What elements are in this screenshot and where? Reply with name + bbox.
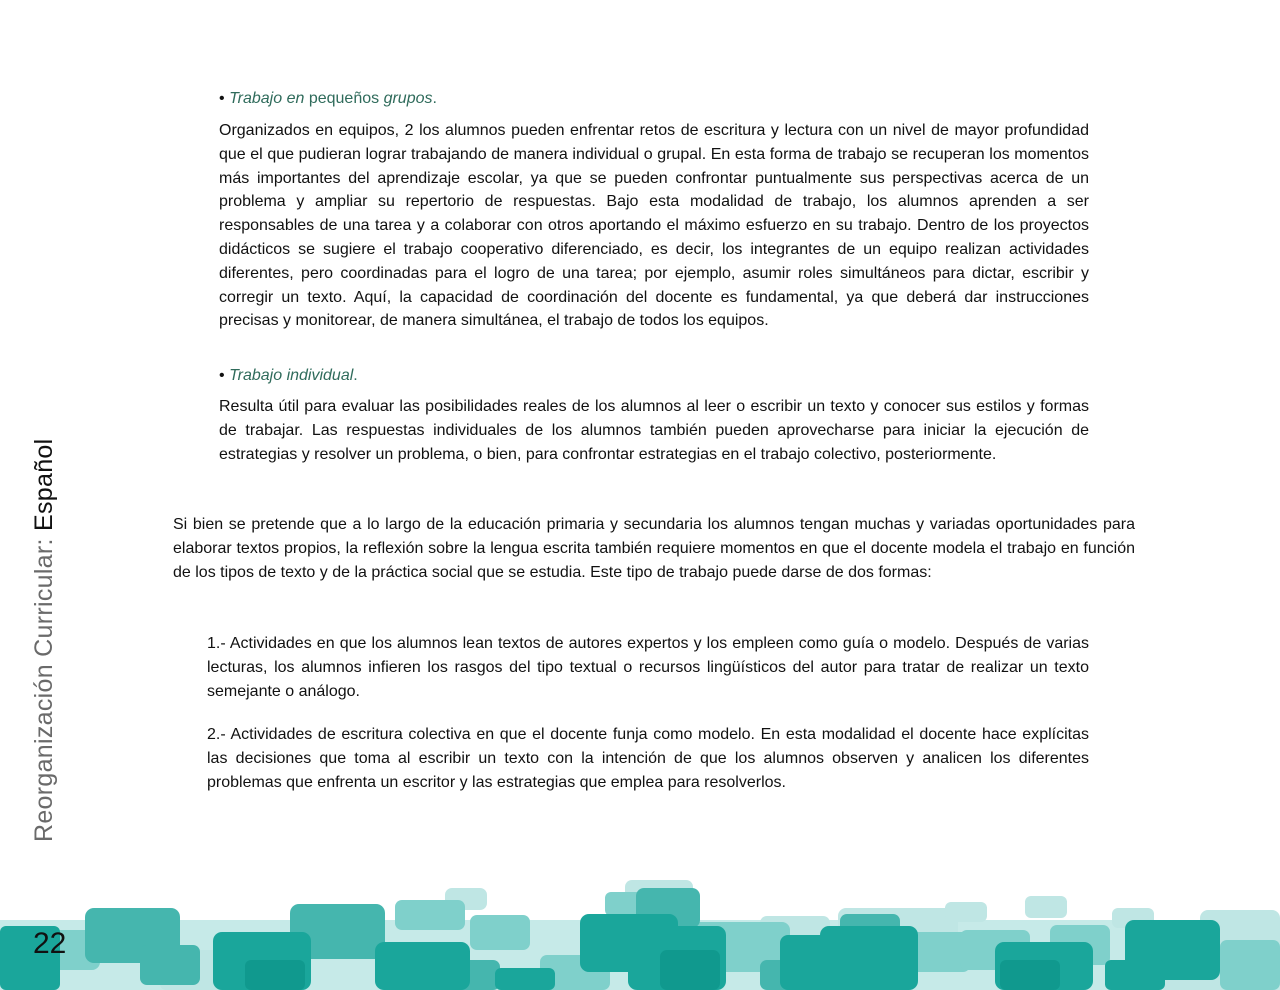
page-number: 22 — [33, 927, 67, 960]
bullet-icon: • — [219, 367, 225, 384]
heading-period: . — [432, 90, 437, 107]
small-groups-paragraph-block — [219, 119, 1089, 333]
section-individual — [219, 365, 1089, 387]
list-item-text: 1.- Actividades en que los alumnos lean textos de autores expertos y los empleen como guía o modelo. Después de varias lecturas, los alumnos infieren los rasgos del tipo textual o recursos lingüísticos del autor para tratar de realizar un texto semejante o análogo. — [207, 635, 1089, 700]
small-groups-heading — [219, 88, 1089, 110]
bullet-icon: • — [219, 90, 225, 107]
heading-italic-part: Trabajo en — [229, 90, 305, 107]
sidebar-title-strong: Español — [30, 438, 58, 531]
individual-heading — [219, 365, 1089, 387]
section-small-groups — [219, 88, 1089, 110]
main-paragraph-block — [173, 513, 1135, 584]
sidebar-title-light: Reorganización Curricular: — [30, 538, 58, 842]
small-groups-paragraph: Organizados en equipos, 2 los alumnos pueden enfrentar retos de escritura y lectura con un nivel de mayor profundidad que el que pudieran lograr trabajando de manera individual o grupal. En esta forma de trabajo se recuperan los momentos más importantes del aprendizaje escolar, ya que se pueden confrontar puntualmente sus perspectivas acerca de un problema y ampliar su repertorio de respuestas. Bajo esta modalidad de trabajo, los alumnos aprenden a ser responsables de una tarea y a colaborar con otros aportando el máximo esfuerzo en su trabajo. Dentro de los proyectos didácticos se sugiere el trabajo cooperativo diferenciado, es decir, los integrantes de un equipo realizan actividades diferentes, pero coordinadas para el logro de una tarea; por ejemplo, asumir roles simultáneos para dictar, escribir y corregir un texto. Aquí, la capacidad de coordinación del docente es fundamental, ya que deberá dar instrucciones precisas y monitorear, de manera simultánea, el trabajo de todos los equipos. — [219, 122, 1089, 330]
list-item-1 — [207, 632, 1089, 703]
individual-paragraph: Resulta útil para evaluar las posibilidades reales de los alumnos al leer o escribir un texto y conocer sus estilos y formas de trabajar. Las respuestas individuales de los alumnos también pueden aprovecharse para iniciar la ejecución de estrategias y resolver un problema, o bien, para confrontar estrategias en el trabajo colectivo, posteriormente. — [219, 398, 1089, 463]
list-item-2 — [207, 723, 1089, 794]
heading-plain-part: pequeños — [304, 90, 384, 107]
sidebar-title — [30, 439, 59, 842]
individual-paragraph-block — [219, 395, 1089, 466]
individual-heading-text: Trabajo individual — [229, 367, 354, 384]
heading-period: . — [353, 367, 358, 384]
list-item-text: 2.- Actividades de escritura colectiva en que el docente funja como modelo. En esta modalidad el docente hace explícitas las decisiones que toma al escribir un texto con la intención de que los alumnos observen y analicen los diferentes problemas que enfrenta un escritor y las estrategias que emplea para resolverlos. — [207, 726, 1089, 791]
decorative-footer-graphic — [0, 860, 1280, 990]
main-paragraph: Si bien se pretende que a lo largo de la educación primaria y secundaria los alumnos tengan muchas y variadas oportunidades para elaborar textos propios, la reflexión sobre la lengua escrita también requiere momentos en que el docente modela el trabajo en función de los tipos de texto y de la práctica social que se estudia. Este tipo de trabajo puede darse de dos formas: — [173, 516, 1135, 581]
heading-italic-part-2: grupos — [383, 90, 433, 107]
